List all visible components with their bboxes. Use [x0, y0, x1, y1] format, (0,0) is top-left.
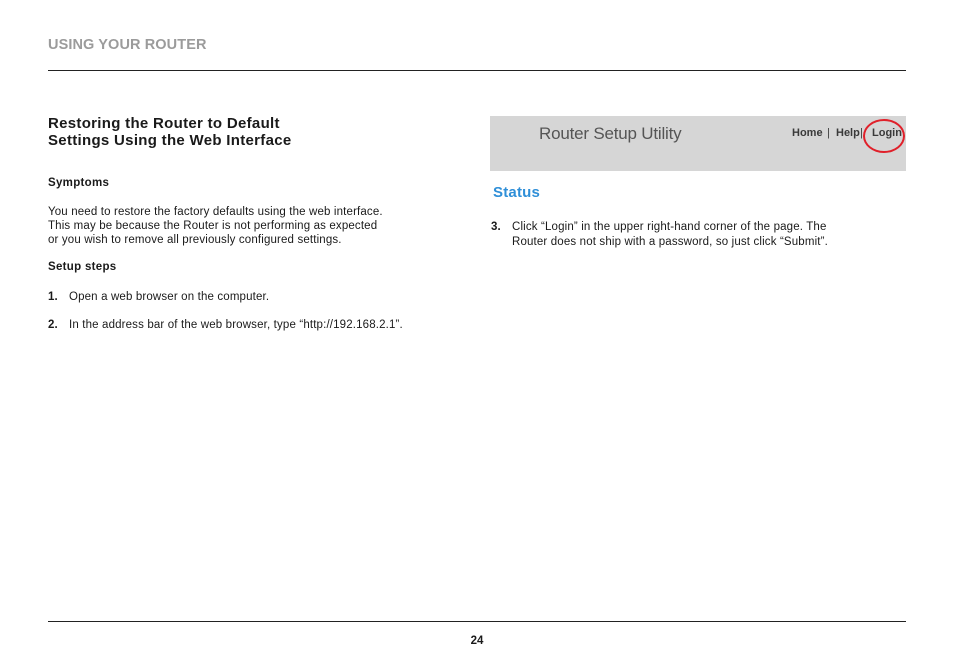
- symptoms-line: You need to restore the factory defaults using the web interface.: [48, 206, 383, 218]
- symptoms-paragraph: [48, 205, 448, 247]
- page-title: [48, 115, 428, 149]
- nav-separator: |: [827, 127, 830, 139]
- page-number: 24: [470, 635, 484, 647]
- login-highlight-circle: [863, 119, 905, 153]
- setup-steps-heading: Setup steps: [48, 261, 117, 273]
- step-number: 2.: [48, 319, 58, 331]
- step-line: Click “Login” in the upper right-hand corner of the page. The: [512, 221, 827, 233]
- symptoms-line: This may be because the Router is not performing as expected: [48, 220, 378, 232]
- step-number: 1.: [48, 291, 58, 303]
- router-app-title: Router Setup Utility: [539, 124, 682, 143]
- router-title-bar: [490, 116, 906, 171]
- section-header: USING YOUR ROUTER: [48, 37, 207, 53]
- step-line: Router does not ship with a password, so just click “Submit”.: [512, 236, 828, 248]
- header-rule: [48, 70, 906, 71]
- step-text: [512, 220, 828, 250]
- step-line: In the address bar of the web browser, type “http://192.168.2.1”.: [69, 319, 403, 331]
- step-number: 3.: [491, 221, 501, 233]
- symptoms-heading: Symptoms: [48, 177, 110, 189]
- router-screenshot: [490, 116, 906, 208]
- step-text: [69, 290, 269, 305]
- nav-home-link[interactable]: Home: [792, 127, 823, 139]
- footer-rule: [48, 621, 906, 622]
- nav-separator: |: [860, 127, 863, 139]
- page-title-line-1: Restoring the Router to Default: [48, 115, 280, 132]
- status-heading: Status: [493, 184, 541, 201]
- step-text: [69, 318, 403, 333]
- step-line: Open a web browser on the computer.: [69, 291, 270, 303]
- nav-help-link[interactable]: Help: [836, 127, 860, 139]
- symptoms-line: or you wish to remove all previously configured settings.: [48, 234, 342, 246]
- page-title-line-2: Settings Using the Web Interface: [48, 132, 292, 149]
- nav-login-link[interactable]: Login: [872, 127, 902, 139]
